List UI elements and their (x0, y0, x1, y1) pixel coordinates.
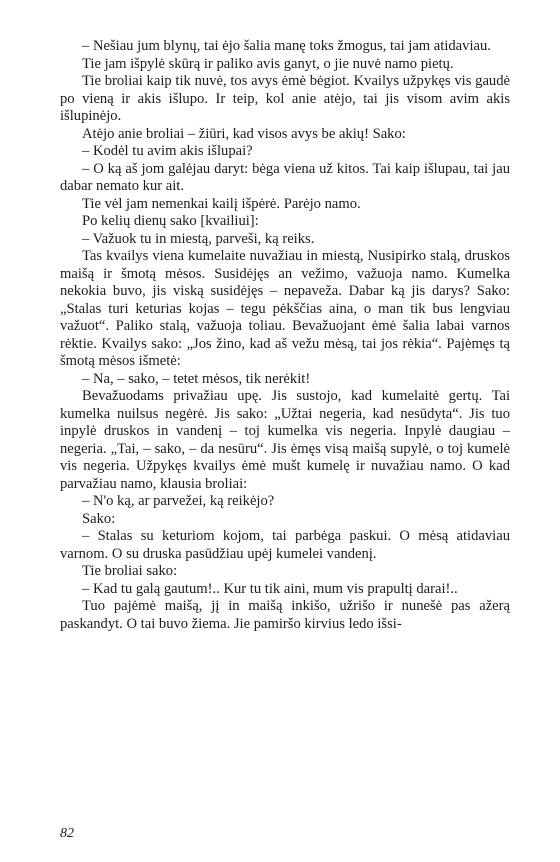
paragraph: Tas kvailys viena kumelaite nuvažiau in miestą, Nusipirko stalą, druskos maišą ir šmotą mėsos. Susidėjęs an vežimo, važuoja namo. Kumelka nekokia buvo, jis viską susidėjęs – nepaveža. Dabar ką jis darys? Sako: „Stalas turi keturias kojas – tegu pėkščias aina, o man tik bus lengviau važuot“. Paliko stalą, važuoja toliau. Bevažuojant ėmė šalia labai varnos rėktie. Kvailys sako: „Jos žino, kad aš vežu mėsą, tai jos rėkia“. Pajėmęs tą šmotą mėsos išmetė: (60, 248, 510, 369)
paragraph: – Kad tu galą gautum!.. Kur tu tik aini, mum vis prapultį darai!.. (82, 580, 458, 597)
paragraph: Sako: (82, 510, 116, 527)
paragraph: Tie jam išpylė skūrą ir paliko avis ganyt, o jie nuvė namo pietų. (82, 55, 454, 72)
paragraph: – Na, – sako, – tetet mėsos, tik nerėkit! (82, 370, 311, 387)
paragraph: Tuo pajėmė maišą, jį in maišą inkišo, užrišo ir nunešė pas ažerą paskandyt. O tai buvo žiema. Jie pamiršo kirvius ledo išsi- (60, 598, 510, 632)
paragraph: Atėjo anie broliai – žiūri, kad visos avys be akių! Sako: (82, 125, 406, 142)
paragraph: – N'o ką, ar parvežei, ką reikėjo? (82, 493, 275, 509)
paragraph: – Kodėl tu avim akis išlupai? (82, 143, 253, 159)
paragraph: Tie broliai sako: (82, 563, 178, 579)
body-text (60, 38, 510, 633)
paragraph: Bevažuodams privažiau upę. Jis sustojo, kad kumelaitė gertų. Tai kumelka nuilsus negėrė. Jis sako: „Užtai negeria, kad nesūdyta“. Jis tuo inpylė druskos in vandenį – toj kumelka vis negeria. Inpylė daugiau – negeria. „Tai, – sako, – da nesūru“. Jis ėmęs visą maišą supylė, o toj kumelė vis negeria. Užpykęs kvailys ėmė mušt kumelę ir nuvažiau namo. O kad parvažiau namo, klausia broliai: (60, 388, 510, 492)
paragraph: – O ką aš jom galėjau daryt: bėga viena už kitos. Tai kaip išlupau, tai jau dabar nemato kur ait. (60, 160, 510, 194)
paragraph: – Nešiau jum blynų, tai ėjo šalia manę toks žmogus, tai jam atidaviau. (82, 38, 491, 54)
paragraph: – Stalas su keturiom kojom, tai parbėga paskui. O mėsą atidaviau varnom. O su druska pasūdžiau upėj kumelei vandenį. (60, 528, 510, 562)
paragraph: Po kelių dienų sako [kvailiui]: (82, 213, 259, 229)
paragraph: Tie vėl jam nemenkai kailį išpėrė. Parėjo namo. (82, 195, 361, 212)
paragraph: Tie broliai kaip tik nuvė, tos avys ėmė bėgiot. Kvailys užpykęs vis gaudė po vieną ir akis išlupo. Ir teip, kol anie atėjo, tai jis visom avim akis išlupinėjo. (60, 73, 510, 124)
page-number: 82 (60, 826, 74, 841)
paragraph: – Važuok tu in miestą, parveši, ką reiks. (82, 230, 315, 247)
